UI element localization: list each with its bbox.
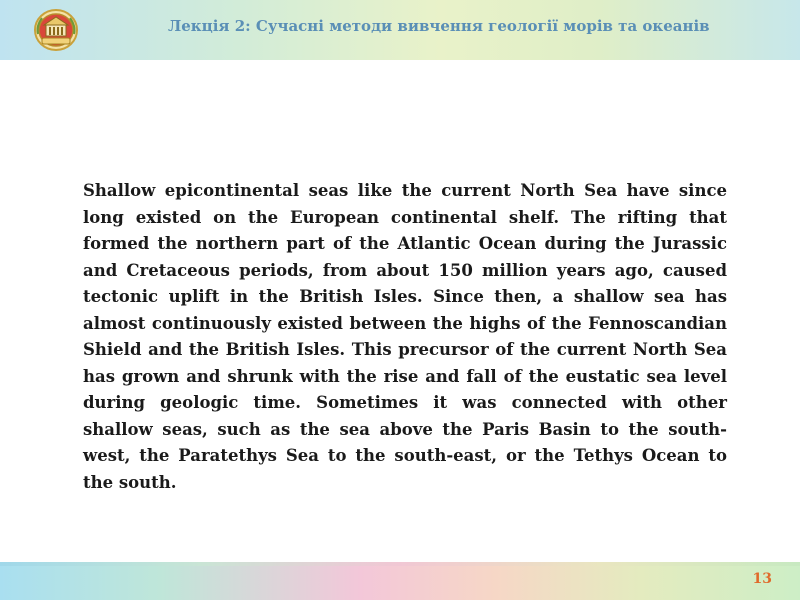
lecture-title: Лекція 2: Сучасні методи вивчення геології морів та океанів (168, 17, 710, 35)
university-crest-icon (33, 8, 79, 52)
footer-divider (0, 562, 800, 566)
lecture-paragraph: Shallow epicontinental seas like the current North Sea have since long existed on the European continental shelf. The rifting that formed the northern part of the Atlantic Ocean during the Jurassic and Cretaceous periods, from about 150 million years ago, caused tectonic uplift in the British Isles. Since then, a shallow sea has almost continuously existed between the highs of the Fennoscandian Shield and the British Isles. This precursor of the current North Sea has grown and shrunk with the rise and fall of the eustatic sea level during geologic time. Sometimes it was connected with other shallow seas, such as the sea above the Paris Basin to the south-west, the Paratethys Sea to the south-east, or the Tethys Ocean to the south. (83, 181, 727, 492)
page-number: 13 (752, 571, 772, 587)
footer-band (0, 562, 800, 600)
